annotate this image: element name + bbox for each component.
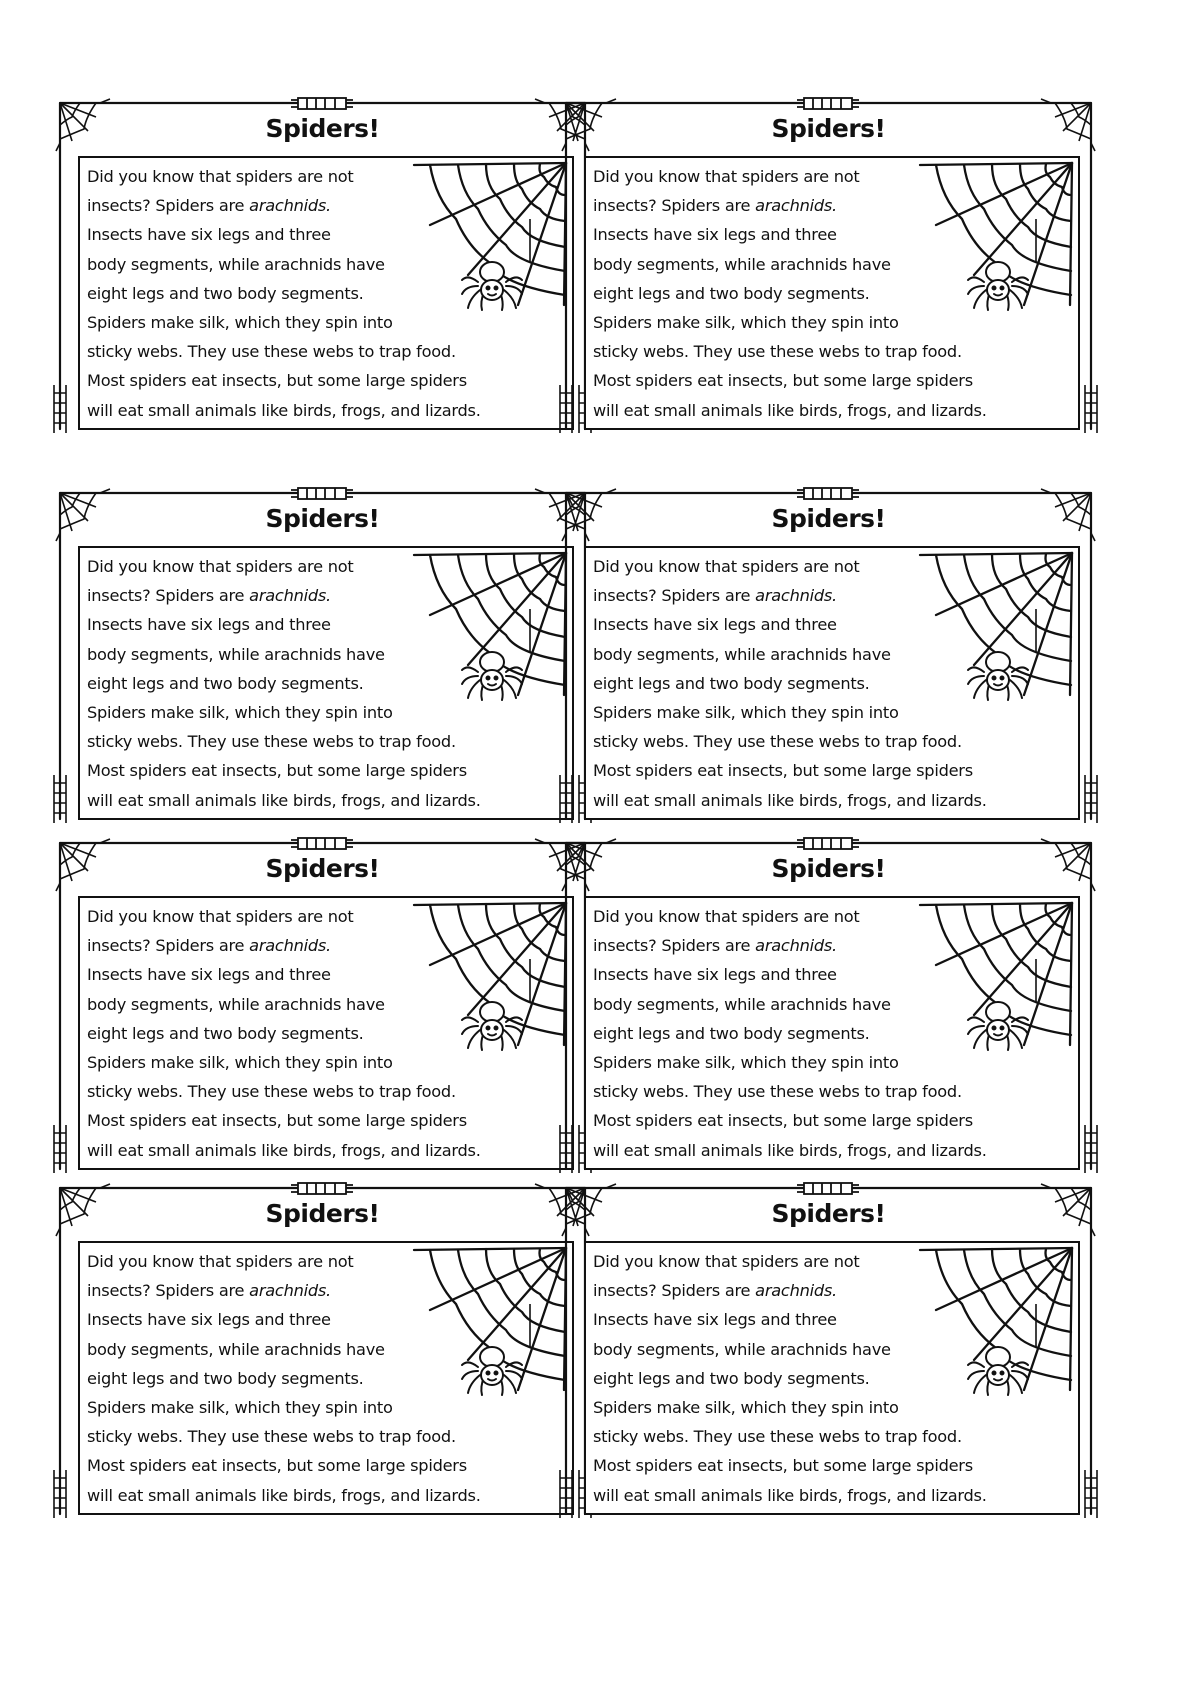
text-line-content: body segments, while arachnids have: [593, 1339, 891, 1359]
text-box: [584, 1241, 1080, 1515]
text-line-content: body segments, while arachnids have: [593, 254, 891, 274]
text-line: [593, 1077, 1073, 1106]
card-title: Spiders!: [265, 114, 380, 143]
text-line-content: Most spiders eat insects, but some large spiders: [593, 761, 973, 781]
text-line: [593, 1451, 1073, 1480]
text-line-content: Most spiders eat insects, but some large spiders: [87, 761, 467, 781]
text-line: [87, 250, 567, 279]
text-box: [584, 156, 1080, 430]
text-line-content: Insects have six legs and three: [87, 965, 331, 985]
text-line: [593, 931, 1073, 960]
text-line-content: eight legs and two body segments.: [87, 283, 364, 303]
text-line-content: insects? Spiders are: [593, 1281, 756, 1301]
text-box: [78, 546, 574, 820]
text-line: [87, 279, 567, 308]
text-line: [87, 581, 567, 610]
reading-card: [556, 835, 1101, 1175]
text-line: [593, 727, 1073, 756]
text-line-content: insects? Spiders are: [593, 196, 756, 216]
text-line-content: Spiders make silk, which they spin into: [87, 312, 393, 332]
text-line: [87, 220, 567, 249]
reading-card: [50, 95, 595, 435]
text-line-content: Spiders make silk, which they spin into: [593, 1052, 899, 1072]
text-line: [593, 250, 1073, 279]
text-line: [87, 1305, 567, 1334]
title-plaque-icon: [797, 98, 859, 109]
text-line-content: Insects have six legs and three: [87, 615, 331, 635]
text-line-content: will eat small animals like birds, frogs, and lizards.: [87, 790, 481, 810]
text-line: [593, 552, 1073, 581]
card-body-text: [87, 552, 567, 815]
text-line: [593, 756, 1073, 785]
text-line: [87, 786, 567, 815]
text-line: [87, 552, 567, 581]
text-line: [593, 366, 1073, 395]
text-line-content: Insects have six legs and three: [593, 1310, 837, 1330]
text-line-content: Most spiders eat insects, but some large spiders: [593, 1111, 973, 1131]
text-line-content: insects? Spiders are: [593, 586, 756, 606]
title-plaque-icon: [291, 98, 353, 109]
text-line-content: Spiders make silk, which they spin into: [593, 312, 899, 332]
card-body-text: [593, 162, 1073, 425]
text-line-content: Did you know that spiders are not: [87, 1252, 354, 1271]
text-line-content: sticky webs. They use these webs to trap food.: [593, 1427, 962, 1447]
title-plaque-icon: [291, 838, 353, 849]
emphasized-term: arachnids.: [755, 586, 837, 606]
text-line: [87, 162, 567, 191]
card-body-text: [593, 552, 1073, 815]
text-line-content: sticky webs. They use these webs to trap food.: [87, 1082, 456, 1102]
text-line-content: insects? Spiders are: [87, 936, 250, 956]
text-line-content: Spiders make silk, which they spin into: [87, 1052, 393, 1072]
text-line-content: Insects have six legs and three: [593, 225, 837, 245]
text-line-content: will eat small animals like birds, frogs, and lizards.: [593, 400, 987, 420]
emphasized-term: arachnids.: [249, 586, 331, 606]
text-line: [593, 902, 1073, 931]
text-line: [593, 396, 1073, 425]
text-line: [593, 1019, 1073, 1048]
text-line-content: insects? Spiders are: [87, 586, 250, 606]
text-line: [87, 960, 567, 989]
text-line: [593, 1422, 1073, 1451]
text-line: [87, 1393, 567, 1422]
text-line: [593, 220, 1073, 249]
reading-card: [556, 1180, 1101, 1520]
text-line: [87, 1276, 567, 1305]
text-line: [87, 756, 567, 785]
emphasized-term: arachnids.: [755, 936, 837, 956]
text-line: [593, 337, 1073, 366]
text-line: [87, 396, 567, 425]
reading-card: [50, 485, 595, 825]
text-line-content: sticky webs. They use these webs to trap food.: [87, 1427, 456, 1447]
reading-card: [556, 485, 1101, 825]
text-line-content: sticky webs. They use these webs to trap food.: [87, 732, 456, 752]
reading-card: [50, 1180, 595, 1520]
text-line-content: Insects have six legs and three: [87, 1310, 331, 1330]
text-box: [78, 1241, 574, 1515]
text-line-content: body segments, while arachnids have: [87, 994, 385, 1014]
text-line-content: eight legs and two body segments.: [87, 1368, 364, 1388]
text-line: [593, 1106, 1073, 1135]
text-line-content: Did you know that spiders are not: [87, 167, 354, 186]
text-line: [593, 698, 1073, 727]
emphasized-term: arachnids.: [249, 196, 331, 216]
text-line-content: Spiders make silk, which they spin into: [87, 702, 393, 722]
text-line: [87, 931, 567, 960]
card-title: Spiders!: [265, 854, 380, 883]
text-line-content: Did you know that spiders are not: [87, 557, 354, 576]
emphasized-term: arachnids.: [249, 936, 331, 956]
text-line: [87, 1451, 567, 1480]
text-line-content: Insects have six legs and three: [593, 615, 837, 635]
text-line-content: Spiders make silk, which they spin into: [593, 1397, 899, 1417]
text-line-content: body segments, while arachnids have: [87, 1339, 385, 1359]
text-line: [87, 990, 567, 1019]
text-line-content: will eat small animals like birds, frogs, and lizards.: [87, 1485, 481, 1505]
text-line: [87, 727, 567, 756]
text-line: [593, 1305, 1073, 1334]
text-line: [593, 1048, 1073, 1077]
text-line-content: will eat small animals like birds, frogs, and lizards.: [593, 1140, 987, 1160]
text-line-content: Most spiders eat insects, but some large spiders: [87, 371, 467, 391]
text-line-content: Most spiders eat insects, but some large spiders: [87, 1456, 467, 1476]
text-line: [87, 1481, 567, 1510]
text-line: [593, 990, 1073, 1019]
text-line: [87, 1077, 567, 1106]
text-line: [87, 610, 567, 639]
text-line-content: eight legs and two body segments.: [593, 1368, 870, 1388]
emphasized-term: arachnids.: [755, 196, 837, 216]
title-plaque-icon: [291, 1183, 353, 1194]
card-title: Spiders!: [771, 504, 886, 533]
text-line-content: will eat small animals like birds, frogs, and lizards.: [593, 1485, 987, 1505]
text-line: [593, 669, 1073, 698]
card-title: Spiders!: [265, 504, 380, 533]
text-line-content: will eat small animals like birds, frogs, and lizards.: [593, 790, 987, 810]
text-line-content: Did you know that spiders are not: [87, 907, 354, 926]
text-line: [87, 366, 567, 395]
card-body-text: [87, 162, 567, 425]
text-line-content: body segments, while arachnids have: [593, 644, 891, 664]
emphasized-term: arachnids.: [249, 1281, 331, 1301]
title-plaque-icon: [797, 838, 859, 849]
text-line-content: body segments, while arachnids have: [87, 254, 385, 274]
text-line: [593, 1136, 1073, 1165]
text-line: [593, 308, 1073, 337]
card-title: Spiders!: [771, 114, 886, 143]
text-line-content: Did you know that spiders are not: [593, 1252, 860, 1271]
text-line: [87, 902, 567, 931]
text-line-content: sticky webs. They use these webs to trap food.: [593, 1082, 962, 1102]
text-line: [593, 1335, 1073, 1364]
text-line: [593, 960, 1073, 989]
card-title: Spiders!: [265, 1199, 380, 1228]
text-line-content: Insects have six legs and three: [593, 965, 837, 985]
reading-card: [50, 835, 595, 1175]
text-line: [87, 308, 567, 337]
text-line-content: Most spiders eat insects, but some large spiders: [593, 371, 973, 391]
text-line-content: Did you know that spiders are not: [593, 907, 860, 926]
text-line-content: Did you know that spiders are not: [593, 167, 860, 186]
card-title: Spiders!: [771, 854, 886, 883]
text-line: [87, 640, 567, 669]
text-line-content: eight legs and two body segments.: [87, 673, 364, 693]
text-line-content: Most spiders eat insects, but some large spiders: [593, 1456, 973, 1476]
text-line: [87, 337, 567, 366]
text-line-content: eight legs and two body segments.: [593, 1023, 870, 1043]
text-line: [593, 640, 1073, 669]
text-line: [87, 1364, 567, 1393]
text-box: [584, 896, 1080, 1170]
card-body-text: [593, 902, 1073, 1165]
text-line-content: body segments, while arachnids have: [87, 644, 385, 664]
text-line: [593, 1276, 1073, 1305]
reading-card: [556, 95, 1101, 435]
text-line: [593, 610, 1073, 639]
text-line: [593, 1247, 1073, 1276]
text-line-content: sticky webs. They use these webs to trap food.: [593, 732, 962, 752]
text-line: [593, 1364, 1073, 1393]
text-box: [584, 546, 1080, 820]
text-line-content: Most spiders eat insects, but some large spiders: [87, 1111, 467, 1131]
text-line-content: sticky webs. They use these webs to trap food.: [87, 342, 456, 362]
text-line-content: insects? Spiders are: [593, 936, 756, 956]
text-line-content: Did you know that spiders are not: [593, 557, 860, 576]
text-line: [87, 191, 567, 220]
text-line-content: insects? Spiders are: [87, 196, 250, 216]
card-body-text: [87, 902, 567, 1165]
text-line-content: eight legs and two body segments.: [593, 673, 870, 693]
card-body-text: [87, 1247, 567, 1510]
text-line-content: eight legs and two body segments.: [87, 1023, 364, 1043]
text-line: [87, 1019, 567, 1048]
card-title: Spiders!: [771, 1199, 886, 1228]
text-line-content: Spiders make silk, which they spin into: [87, 1397, 393, 1417]
title-plaque-icon: [797, 1183, 859, 1194]
text-line-content: body segments, while arachnids have: [593, 994, 891, 1014]
emphasized-term: arachnids.: [755, 1281, 837, 1301]
title-plaque-icon: [291, 488, 353, 499]
text-line: [87, 1335, 567, 1364]
card-body-text: [593, 1247, 1073, 1510]
text-box: [78, 896, 574, 1170]
text-line-content: insects? Spiders are: [87, 1281, 250, 1301]
text-line: [593, 279, 1073, 308]
text-line: [87, 1136, 567, 1165]
text-line-content: sticky webs. They use these webs to trap food.: [593, 342, 962, 362]
title-plaque-icon: [797, 488, 859, 499]
text-line-content: Insects have six legs and three: [87, 225, 331, 245]
text-line: [87, 698, 567, 727]
text-line-content: eight legs and two body segments.: [593, 283, 870, 303]
text-line: [87, 1048, 567, 1077]
text-line: [593, 191, 1073, 220]
text-line: [87, 669, 567, 698]
text-line: [87, 1247, 567, 1276]
text-line: [593, 1481, 1073, 1510]
text-line: [593, 786, 1073, 815]
text-line-content: will eat small animals like birds, frogs, and lizards.: [87, 1140, 481, 1160]
text-line-content: will eat small animals like birds, frogs, and lizards.: [87, 400, 481, 420]
text-box: [78, 156, 574, 430]
text-line: [593, 162, 1073, 191]
text-line: [87, 1422, 567, 1451]
text-line: [87, 1106, 567, 1135]
text-line-content: Spiders make silk, which they spin into: [593, 702, 899, 722]
text-line: [593, 581, 1073, 610]
text-line: [593, 1393, 1073, 1422]
